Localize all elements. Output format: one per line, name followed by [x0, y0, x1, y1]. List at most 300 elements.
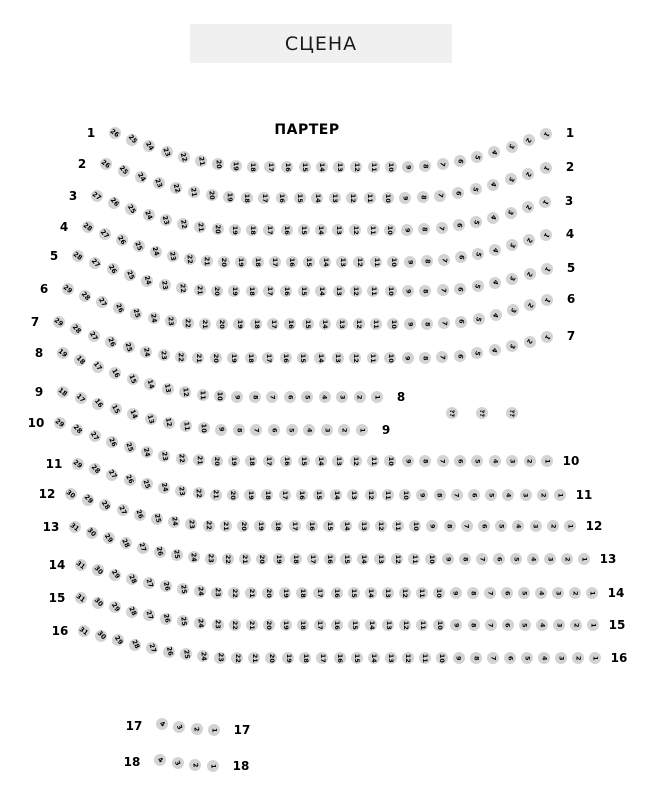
seat-row5-5[interactable]: 5	[472, 280, 484, 292]
seat-row11-8[interactable]: 8	[434, 489, 446, 501]
seat-row8-1[interactable]: 1	[371, 391, 383, 403]
seat-row11-16[interactable]: 16	[296, 489, 308, 501]
seat-row3-17[interactable]: 17	[263, 224, 275, 236]
seat-row3-9[interactable]: 9	[401, 224, 413, 236]
seat-row15-7[interactable]: 7	[485, 619, 497, 631]
seat-row10-14[interactable]: 14	[315, 455, 327, 467]
seat-row11-10[interactable]: 10	[399, 489, 411, 501]
seat-row5-3[interactable]: 3	[506, 273, 518, 285]
seat-row3-5[interactable]: 5	[470, 216, 482, 228]
seat-row7-18[interactable]: 18	[245, 352, 257, 364]
seat-row13-22[interactable]: 22	[222, 553, 234, 565]
seat-row4-17[interactable]: 17	[269, 256, 281, 268]
seat-row3-2[interactable]: 2	[522, 201, 534, 213]
seat-row4-21[interactable]: 21	[201, 255, 213, 267]
seat-row16-16[interactable]: 16	[334, 652, 346, 664]
seat-row14-9[interactable]: 9	[450, 587, 462, 599]
seat-row18-4[interactable]: 4	[155, 755, 165, 765]
seat-row6-12[interactable]: 12	[353, 318, 365, 330]
seat-row15-14[interactable]: 14	[365, 619, 377, 631]
seat-row3-21[interactable]: 21	[196, 222, 205, 233]
seat-row6-22[interactable]: 22	[182, 317, 194, 329]
seat-row10-2[interactable]: 2	[524, 455, 536, 467]
seat-row3-22[interactable]: 22	[178, 219, 189, 230]
seat-row10-28[interactable]: 28	[71, 423, 84, 436]
seat-row1-17[interactable]: 17	[264, 161, 276, 173]
seat-row3-24[interactable]: 24	[143, 209, 155, 221]
seat-row10-9[interactable]: 9	[402, 455, 414, 467]
seat-row7-6[interactable]: 6	[454, 350, 466, 362]
seat-row5-23[interactable]: 23	[160, 279, 170, 291]
seat-row10-24[interactable]: 24	[142, 446, 153, 458]
seat-row11-4[interactable]: 4	[502, 489, 514, 501]
seat-row1-4[interactable]: 4	[488, 146, 500, 158]
seat-row16-9[interactable]: 9	[453, 652, 465, 664]
seat-row6-4[interactable]: 4	[490, 309, 502, 321]
seat-row6-8[interactable]: 8	[421, 318, 433, 330]
seat-row11-13[interactable]: 13	[347, 489, 359, 501]
seat-row4-11[interactable]: 11	[370, 256, 382, 268]
seat-row6-1[interactable]: 1	[542, 295, 552, 305]
seat-row2-17[interactable]: 17	[258, 192, 270, 204]
seat-row2-26[interactable]: 26	[100, 157, 113, 170]
seat-row1-9[interactable]: 9	[402, 161, 414, 173]
seat-row13-30[interactable]: 30	[86, 526, 99, 539]
seat-row14-15[interactable]: 15	[348, 587, 360, 599]
seat-row2-7[interactable]: 7	[434, 190, 446, 202]
seat-row7-21[interactable]: 21	[192, 352, 204, 364]
seat-row10-8[interactable]: 8	[419, 455, 431, 467]
seat-row13-9[interactable]: 9	[442, 553, 454, 565]
seat-row7-19[interactable]: 19	[227, 352, 239, 364]
seat-row7-22[interactable]: 22	[175, 351, 187, 363]
seat-row5-26[interactable]: 26	[107, 263, 119, 276]
seat-row12-28[interactable]: 28	[99, 498, 112, 511]
seat-row16-30[interactable]: 30	[95, 629, 108, 642]
seat-row3-23[interactable]: 23	[161, 214, 172, 226]
seat-row6-3[interactable]: 3	[507, 304, 519, 316]
seat-row3-19[interactable]: 19	[229, 224, 241, 236]
seat-row6-17[interactable]: 17	[267, 318, 279, 330]
seat-row8-5[interactable]: 5	[301, 391, 313, 403]
seat-row15-19[interactable]: 19	[280, 619, 292, 631]
seat-row6-6[interactable]: 6	[455, 316, 467, 328]
seat-row1-24[interactable]: 24	[143, 139, 156, 152]
seat-row11-7[interactable]: 7	[451, 489, 463, 501]
seat-row8-17[interactable]: 17	[92, 360, 104, 373]
seat-row10-23[interactable]: 23	[160, 450, 170, 461]
seat-row16-17[interactable]: 17	[316, 652, 328, 664]
seat-row13-13[interactable]: 13	[374, 553, 386, 565]
seat-row10-7[interactable]: 7	[437, 455, 449, 467]
seat-row12-9[interactable]: 9	[426, 520, 438, 532]
seat-row18-1[interactable]: 1	[207, 760, 219, 772]
seat-row13-17[interactable]: 17	[307, 553, 319, 565]
seat-row2-23[interactable]: 23	[153, 177, 165, 189]
seat-row7-3[interactable]: 3	[506, 340, 518, 352]
seat-row12-8[interactable]: 8	[444, 520, 456, 532]
seat-row14-14[interactable]: 14	[365, 587, 377, 599]
seat-row11-14[interactable]: 14	[330, 489, 342, 501]
seat-row15-1[interactable]: 1	[587, 619, 599, 631]
seat-row16-27[interactable]: 27	[147, 642, 158, 654]
seat-row15-18[interactable]: 18	[297, 619, 309, 631]
seat-row3-20[interactable]: 20	[212, 223, 224, 235]
seat-row9-12[interactable]: 12	[164, 417, 174, 428]
seat-row5-9[interactable]: 9	[402, 285, 414, 297]
seat-row15-22[interactable]: 22	[229, 619, 241, 631]
seat-row15-15[interactable]: 15	[348, 619, 360, 631]
seat-row6-16[interactable]: 16	[284, 318, 296, 330]
seat-row6-27[interactable]: 27	[96, 296, 109, 309]
seat-row3-14[interactable]: 14	[315, 224, 327, 236]
seat-row11-5[interactable]: 5	[485, 489, 497, 501]
seat-row10-3[interactable]: 3	[506, 455, 518, 467]
seat-row11-28[interactable]: 28	[89, 463, 102, 476]
seat-row6-7[interactable]: 7	[438, 317, 450, 329]
seat-row1-6[interactable]: 6	[454, 155, 466, 167]
seat-row7-7[interactable]: 7	[436, 351, 448, 363]
seat-row9-6[interactable]: 6	[268, 424, 280, 436]
seat-row12-20[interactable]: 20	[237, 520, 249, 532]
seat-row14-7[interactable]: 7	[484, 587, 496, 599]
seat-row9-14[interactable]: 14	[128, 408, 139, 420]
seat-row4-20[interactable]: 20	[218, 256, 230, 268]
seat-row9-8[interactable]: 8	[233, 424, 245, 436]
seat-row11-17[interactable]: 17	[279, 489, 291, 501]
seat-row8-15[interactable]: 15	[127, 373, 139, 385]
seat-row6-25[interactable]: 25	[131, 308, 142, 320]
seat-row8-18[interactable]: 18	[74, 353, 87, 366]
seat-row16-18[interactable]: 18	[299, 652, 311, 664]
seat-row1-11[interactable]: 11	[368, 161, 380, 173]
seat-row14-13[interactable]: 13	[382, 587, 394, 599]
seat-row1-10[interactable]: 10	[385, 161, 397, 173]
seat-row13-4[interactable]: 4	[527, 553, 539, 565]
seat-row9-4[interactable]: 4	[303, 424, 315, 436]
seat-row12-4[interactable]: 4	[512, 520, 524, 532]
seat-row14-30[interactable]: 30	[92, 563, 105, 576]
seat-row3-12[interactable]: 12	[349, 224, 361, 236]
seat-row7-10[interactable]: 10	[384, 352, 396, 364]
seat-row4-5[interactable]: 5	[472, 248, 484, 260]
seat-row5-1[interactable]: 1	[542, 264, 552, 274]
seat-row4-1[interactable]: 1	[541, 230, 551, 240]
seat-row3-4[interactable]: 4	[487, 212, 499, 224]
seat-row15-11[interactable]: 11	[416, 619, 428, 631]
seat-row13-24[interactable]: 24	[188, 551, 200, 563]
seat-row14-11[interactable]: 11	[416, 587, 428, 599]
seat-row2-2[interactable]: 2	[522, 168, 534, 180]
seat-row16-26[interactable]: 26	[164, 646, 175, 657]
seat-row2-5[interactable]: 5	[470, 183, 482, 195]
seat-row4-6[interactable]: 6	[455, 251, 467, 263]
seat-row14-29[interactable]: 29	[109, 568, 122, 581]
seat-row12-13[interactable]: 13	[358, 520, 370, 532]
seat-row10-29[interactable]: 29	[54, 416, 67, 429]
seat-row11-11[interactable]: 11	[382, 489, 394, 501]
seat-row5-7[interactable]: 7	[437, 284, 449, 296]
seat-row7-5[interactable]: 5	[471, 347, 483, 359]
seat-row14-24[interactable]: 24	[194, 585, 206, 597]
seat-row16-11[interactable]: 11	[419, 652, 431, 664]
seat-row15-20[interactable]: 20	[263, 619, 275, 631]
seat-row5-25[interactable]: 25	[124, 269, 136, 282]
seat-row13-16[interactable]: 16	[324, 553, 336, 565]
seat-row1-1[interactable]: 1	[541, 129, 551, 139]
seat-row16-28[interactable]: 28	[129, 638, 141, 651]
seat-row6-18[interactable]: 18	[250, 318, 262, 330]
seat-row12-22[interactable]: 22	[203, 520, 215, 532]
seat-row8-19[interactable]: 19	[57, 346, 70, 359]
seat-row13-27[interactable]: 27	[137, 541, 149, 554]
seat-row1-16[interactable]: 16	[281, 161, 293, 173]
seat-row5-11[interactable]: 11	[367, 285, 379, 297]
seat-row1-3[interactable]: 3	[506, 141, 518, 153]
seat-row10-15[interactable]: 15	[298, 455, 310, 467]
seat-row7-23[interactable]: 23	[159, 350, 169, 361]
seat-row6-23[interactable]: 23	[166, 316, 176, 327]
seat-row9-18[interactable]: 18	[57, 385, 70, 398]
seat-row2-10[interactable]: 10	[382, 192, 394, 204]
seat-row6-24[interactable]: 24	[149, 312, 159, 324]
seat-row15-8[interactable]: 8	[468, 619, 480, 631]
seat-row15-23[interactable]: 23	[212, 619, 224, 631]
seat-row12-11[interactable]: 11	[392, 520, 404, 532]
seat-row5-22[interactable]: 22	[178, 283, 187, 294]
seat-row2-18[interactable]: 18	[241, 192, 253, 204]
seat-row14-16[interactable]: 16	[331, 587, 343, 599]
seat-row5-4[interactable]: 4	[489, 277, 501, 289]
seat-row15-5[interactable]: 5	[519, 619, 531, 631]
seat-row2-8[interactable]: 8	[417, 191, 429, 203]
seat-row13-31[interactable]: 31	[69, 520, 82, 533]
seat-row7-16[interactable]: 16	[280, 352, 292, 364]
seat-row1-12[interactable]: 12	[350, 161, 362, 173]
seat-row3-11[interactable]: 11	[367, 224, 379, 236]
seat-row13-20[interactable]: 20	[256, 553, 268, 565]
seat-row16-25[interactable]: 25	[181, 649, 191, 660]
seat-row14-8[interactable]: 8	[467, 587, 479, 599]
seat-row9-1[interactable]: 1	[356, 424, 368, 436]
seat-row15-16[interactable]: 16	[331, 619, 343, 631]
seat-row16-19[interactable]: 19	[282, 652, 294, 664]
seat-row3-8[interactable]: 8	[418, 223, 430, 235]
seat-row14-26[interactable]: 26	[161, 581, 172, 592]
seat-row15-6[interactable]: 6	[502, 619, 514, 631]
seat-row10-6[interactable]: 6	[454, 455, 466, 467]
seat-row14-18[interactable]: 18	[296, 587, 308, 599]
seat-row3-18[interactable]: 18	[246, 224, 258, 236]
seat-row5-18[interactable]: 18	[246, 285, 258, 297]
seat-row5-28[interactable]: 28	[72, 249, 85, 262]
seat-row4-13[interactable]: 13	[336, 256, 348, 268]
seat-row11-1[interactable]: 1	[554, 489, 566, 501]
seat-row16-6[interactable]: 6	[504, 652, 516, 664]
seat-row3-3[interactable]: 3	[505, 207, 517, 219]
seat-row10-10[interactable]: 10	[384, 455, 396, 467]
seat-row12-23[interactable]: 23	[185, 518, 197, 530]
seat-row8-4[interactable]: 4	[319, 391, 331, 403]
seat-row14-17[interactable]: 17	[313, 587, 325, 599]
seat-row6-29[interactable]: 29	[62, 282, 75, 295]
seat-row2-1[interactable]: 1	[541, 163, 551, 173]
seat-row11-3[interactable]: 3	[520, 489, 532, 501]
seat-row1-8[interactable]: 8	[419, 160, 431, 172]
seat-row15-2[interactable]: 2	[570, 619, 582, 631]
seat-row14-21[interactable]: 21	[245, 587, 257, 599]
seat-row7-20[interactable]: 20	[210, 352, 222, 364]
seat-row8-11[interactable]: 11	[197, 389, 209, 401]
seat-row11-18[interactable]: 18	[261, 489, 273, 501]
seat-row4-8[interactable]: 8	[421, 255, 433, 267]
seat-row7-2[interactable]: 2	[524, 336, 536, 348]
seat-row3-6[interactable]: 6	[453, 219, 465, 231]
seat-row11-15[interactable]: 15	[313, 489, 325, 501]
seat-row3-26[interactable]: 26	[108, 196, 121, 209]
seat-row14-2[interactable]: 2	[569, 587, 581, 599]
seat-row12-16[interactable]: 16	[306, 520, 318, 532]
seat-row2-25[interactable]: 25	[117, 164, 130, 177]
seat-row13-14[interactable]: 14	[357, 553, 369, 565]
seat-row5-19[interactable]: 19	[228, 285, 240, 297]
seat-row4-16[interactable]: 16	[286, 256, 298, 268]
seat-row5-15[interactable]: 15	[298, 285, 310, 297]
seat-row6-2[interactable]: 2	[524, 299, 536, 311]
seat-row2-6[interactable]: 6	[452, 187, 464, 199]
seat-row12-26[interactable]: 26	[134, 508, 146, 521]
seat-row2-9[interactable]: 9	[399, 192, 411, 204]
seat-row14-12[interactable]: 12	[399, 587, 411, 599]
seat-row14-22[interactable]: 22	[228, 587, 240, 599]
seat-row7-25[interactable]: 25	[123, 341, 134, 353]
seat-row4-15[interactable]: 15	[303, 256, 315, 268]
seat-row15-30[interactable]: 30	[92, 596, 105, 609]
seat-row13-21[interactable]: 21	[239, 553, 251, 565]
seat-row2-3[interactable]: 3	[505, 173, 517, 185]
seat-unnumbered-1[interactable]: ??	[446, 407, 458, 419]
seat-row6-19[interactable]: 19	[233, 318, 245, 330]
seat-row8-12[interactable]: 12	[180, 387, 190, 398]
seat-row10-25[interactable]: 25	[124, 441, 136, 453]
seat-unnumbered-2[interactable]: ??	[476, 407, 488, 419]
seat-row16-13[interactable]: 13	[385, 652, 397, 664]
seat-row5-24[interactable]: 24	[142, 275, 153, 287]
seat-row12-3[interactable]: 3	[530, 520, 542, 532]
seat-row1-21[interactable]: 21	[196, 156, 207, 167]
seat-row7-9[interactable]: 9	[402, 352, 414, 364]
seat-row11-22[interactable]: 22	[193, 487, 205, 499]
seat-row14-4[interactable]: 4	[535, 587, 547, 599]
seat-row5-13[interactable]: 13	[333, 285, 345, 297]
seat-row4-3[interactable]: 3	[506, 239, 518, 251]
seat-row15-28[interactable]: 28	[126, 605, 138, 618]
seat-row9-15[interactable]: 15	[110, 403, 122, 416]
seat-row16-22[interactable]: 22	[231, 652, 243, 664]
seat-row10-19[interactable]: 19	[228, 455, 240, 467]
seat-row13-12[interactable]: 12	[391, 553, 403, 565]
seat-row11-9[interactable]: 9	[416, 489, 428, 501]
seat-row14-31[interactable]: 31	[75, 558, 88, 571]
seat-row8-14[interactable]: 14	[145, 378, 156, 390]
seat-row8-16[interactable]: 16	[109, 366, 122, 379]
seat-row9-2[interactable]: 2	[338, 424, 350, 436]
seat-row12-14[interactable]: 14	[340, 520, 352, 532]
seat-row8-7[interactable]: 7	[266, 391, 278, 403]
seat-row6-9[interactable]: 9	[404, 318, 416, 330]
seat-row13-28[interactable]: 28	[120, 537, 132, 549]
seat-row15-24[interactable]: 24	[194, 617, 206, 629]
seat-row15-17[interactable]: 17	[314, 619, 326, 631]
seat-row2-24[interactable]: 24	[135, 170, 148, 183]
seat-row6-20[interactable]: 20	[216, 318, 228, 330]
seat-row2-4[interactable]: 4	[487, 179, 499, 191]
seat-row15-27[interactable]: 27	[144, 609, 155, 621]
seat-row4-10[interactable]: 10	[387, 256, 399, 268]
seat-row11-6[interactable]: 6	[468, 489, 480, 501]
seat-row15-26[interactable]: 26	[161, 613, 172, 624]
seat-row9-10[interactable]: 10	[198, 422, 210, 434]
seat-row15-10[interactable]: 10	[433, 619, 445, 631]
seat-row13-5[interactable]: 5	[510, 553, 522, 565]
seat-row17-1[interactable]: 1	[208, 724, 220, 736]
seat-row4-7[interactable]: 7	[438, 254, 450, 266]
seat-row2-20[interactable]: 20	[207, 190, 217, 201]
seat-row15-4[interactable]: 4	[536, 619, 548, 631]
seat-row7-14[interactable]: 14	[314, 352, 326, 364]
seat-row16-24[interactable]: 24	[197, 650, 209, 662]
seat-row13-23[interactable]: 23	[205, 553, 217, 565]
seat-row4-27[interactable]: 27	[99, 227, 112, 240]
seat-row13-11[interactable]: 11	[408, 553, 420, 565]
seat-row11-21[interactable]: 21	[210, 489, 222, 501]
seat-row14-6[interactable]: 6	[501, 587, 513, 599]
seat-row14-28[interactable]: 28	[126, 573, 138, 585]
seat-row16-31[interactable]: 31	[78, 624, 91, 637]
seat-row13-25[interactable]: 25	[172, 549, 182, 560]
seat-row14-27[interactable]: 27	[144, 577, 155, 589]
seat-row10-20[interactable]: 20	[211, 455, 223, 467]
seat-row1-18[interactable]: 18	[247, 161, 259, 173]
seat-row13-10[interactable]: 10	[425, 553, 437, 565]
seat-row4-22[interactable]: 22	[185, 254, 195, 265]
seat-row8-8[interactable]: 8	[249, 391, 261, 403]
seat-row6-26[interactable]: 26	[114, 302, 125, 315]
seat-row13-29[interactable]: 29	[103, 531, 115, 544]
seat-row14-23[interactable]: 23	[211, 587, 223, 599]
seat-row16-10[interactable]: 10	[436, 652, 448, 664]
seat-row2-12[interactable]: 12	[346, 192, 358, 204]
seat-row12-25[interactable]: 25	[152, 513, 163, 524]
seat-row10-17[interactable]: 17	[263, 455, 275, 467]
seat-row12-29[interactable]: 29	[82, 493, 95, 506]
seat-row13-15[interactable]: 15	[340, 553, 352, 565]
seat-row10-27[interactable]: 27	[89, 429, 101, 442]
seat-row16-2[interactable]: 2	[572, 652, 584, 664]
seat-row16-29[interactable]: 29	[112, 634, 125, 647]
seat-row8-10[interactable]: 10	[214, 390, 226, 402]
seat-row3-25[interactable]: 25	[125, 202, 138, 215]
seat-row17-4[interactable]: 4	[157, 719, 167, 729]
seat-row12-19[interactable]: 19	[254, 520, 266, 532]
seat-row3-13[interactable]: 13	[332, 224, 344, 236]
seat-row16-5[interactable]: 5	[521, 652, 533, 664]
seat-row1-13[interactable]: 13	[333, 161, 345, 173]
seat-row7-28[interactable]: 28	[70, 322, 83, 335]
seat-row14-10[interactable]: 10	[433, 587, 445, 599]
seat-row7-29[interactable]: 29	[53, 315, 66, 328]
seat-row2-19[interactable]: 19	[223, 191, 235, 203]
